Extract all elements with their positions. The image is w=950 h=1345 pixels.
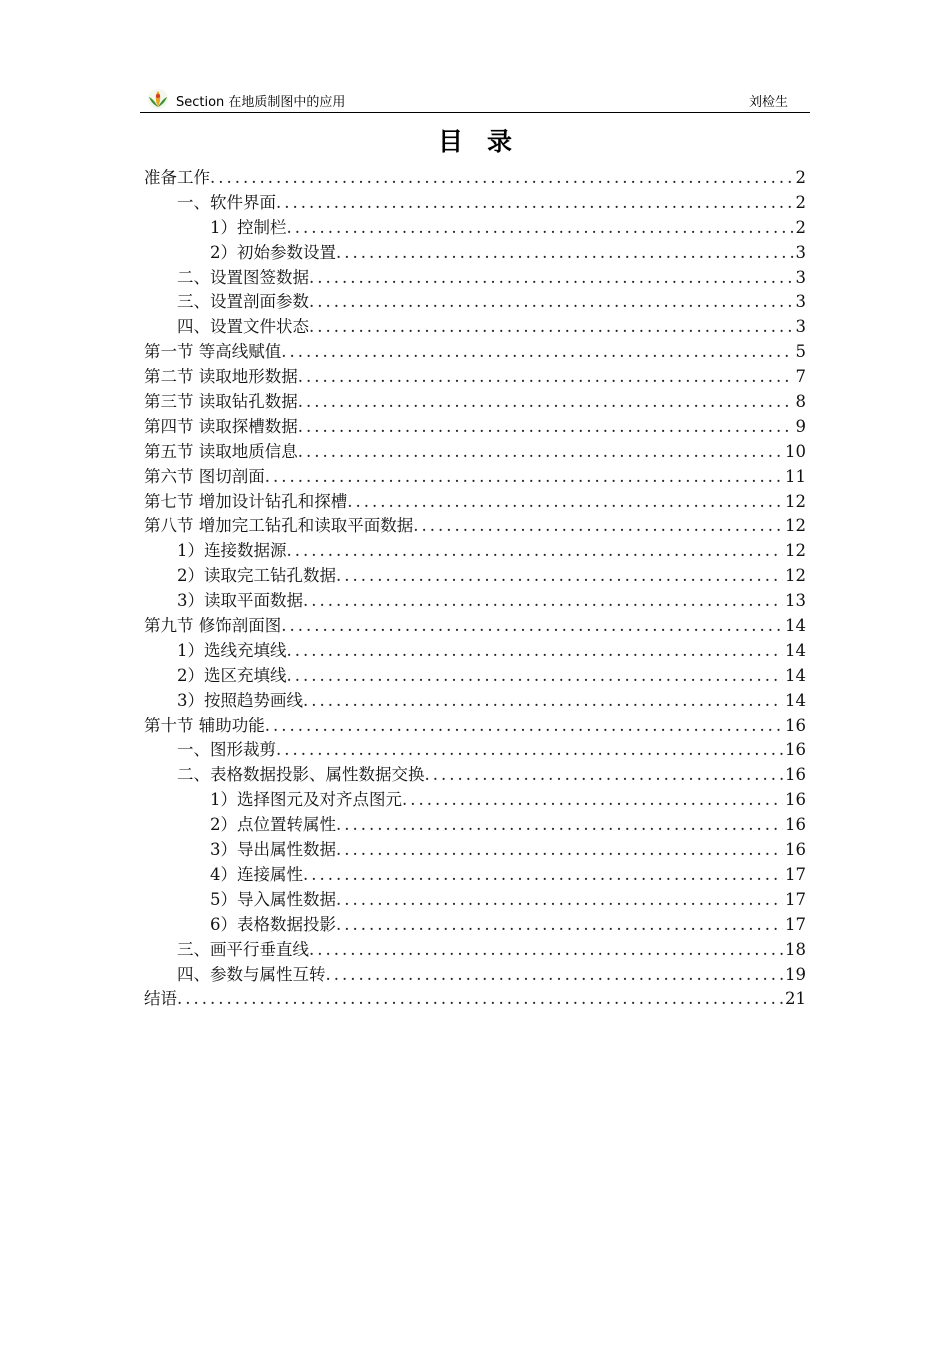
toc-entry[interactable] bbox=[144, 264, 806, 289]
toc-dot-leader bbox=[287, 541, 784, 560]
toc-entry-label: 第三节 读取钻孔数据 bbox=[144, 392, 298, 412]
toc-entry[interactable] bbox=[144, 164, 806, 189]
toc-entry[interactable] bbox=[144, 512, 806, 537]
toc-entry-page: 3 bbox=[795, 292, 806, 312]
toc-entry[interactable] bbox=[144, 936, 806, 961]
toc-entry[interactable] bbox=[144, 786, 806, 811]
toc-entry[interactable] bbox=[144, 363, 806, 388]
toc-entry[interactable] bbox=[144, 712, 806, 737]
toc-entry-label: 2）读取完工钻孔数据 bbox=[177, 566, 336, 586]
toc-entry[interactable] bbox=[144, 911, 806, 936]
toc-dot-leader bbox=[347, 492, 783, 511]
toc-entry-page: 16 bbox=[785, 790, 806, 810]
toc-entry-page: 3 bbox=[795, 242, 806, 262]
toc-entry-page: 17 bbox=[785, 864, 806, 884]
header-author: 刘检生 bbox=[748, 95, 788, 110]
toc-entry-page: 12 bbox=[785, 541, 806, 561]
toc-entry-page: 7 bbox=[795, 367, 806, 387]
toc-dot-leader bbox=[276, 193, 794, 212]
toc-title: 目录 bbox=[437, 127, 536, 156]
toc-entry-page: 3 bbox=[795, 317, 806, 337]
toc-entry-page: 16 bbox=[785, 840, 806, 860]
toc-entry[interactable] bbox=[144, 338, 806, 363]
toc-entry-label: 第七节 增加设计钻孔和探槽 bbox=[144, 491, 348, 511]
toc-entry-label: 一、软件界面 bbox=[177, 192, 276, 212]
toc-entry[interactable] bbox=[144, 488, 806, 513]
toc-dot-leader bbox=[276, 740, 783, 759]
toc-entry[interactable] bbox=[144, 687, 806, 712]
toc-entry-page: 14 bbox=[785, 616, 806, 636]
toc-dot-leader bbox=[309, 292, 794, 311]
toc-dot-leader bbox=[336, 243, 794, 262]
toc-dot-leader bbox=[413, 516, 783, 535]
toc-entry-label: 4）连接属性 bbox=[210, 864, 303, 884]
toc-entry-label: 6）表格数据投影 bbox=[210, 914, 336, 934]
toc-entry-page: 13 bbox=[785, 591, 806, 611]
header-title: Section 在地质制图中的应用 bbox=[176, 95, 346, 110]
toc-dot-leader bbox=[298, 392, 794, 411]
toc-entry-label: 2）选区充填线 bbox=[177, 665, 287, 685]
toc-entry-label: 1）选择图元及对齐点图元 bbox=[210, 790, 402, 810]
toc-entry-label: 1）选线充填线 bbox=[177, 640, 287, 660]
toc-entry[interactable] bbox=[144, 736, 806, 761]
toc-entry-label: 1）控制栏 bbox=[210, 217, 287, 237]
toc-entry-label: 3）按照趋势画线 bbox=[177, 690, 303, 710]
toc-entry-page: 16 bbox=[785, 815, 806, 835]
toc-entry-label: 2）初始参数设置 bbox=[210, 242, 336, 262]
toc-entry[interactable] bbox=[144, 985, 806, 1010]
toc-entry-page: 11 bbox=[785, 466, 806, 486]
toc-entry[interactable] bbox=[144, 189, 806, 214]
toc-entry-page: 3 bbox=[795, 267, 806, 287]
toc-entry-label: 四、设置文件状态 bbox=[177, 317, 309, 337]
toc-entry-label: 结语 bbox=[144, 989, 177, 1009]
toc-entry-page: 21 bbox=[785, 989, 806, 1009]
toc-entry-label: 第八节 增加完工钻孔和读取平面数据 bbox=[144, 516, 414, 536]
toc-entry-label: 3）读取平面数据 bbox=[177, 591, 303, 611]
toc-entry[interactable] bbox=[144, 587, 806, 612]
toc-entry-label: 3）导出属性数据 bbox=[210, 840, 336, 860]
toc-entry[interactable] bbox=[144, 836, 806, 861]
toc-entry[interactable] bbox=[144, 463, 806, 488]
toc-entry[interactable] bbox=[144, 537, 806, 562]
toc-entry-page: 14 bbox=[785, 640, 806, 660]
toc-dot-leader bbox=[210, 168, 794, 187]
toc-entry[interactable] bbox=[144, 961, 806, 986]
toc-dot-leader bbox=[265, 716, 783, 735]
toc-entry-label: 三、设置剖面参数 bbox=[177, 292, 309, 312]
toc-dot-leader bbox=[402, 790, 783, 809]
toc-entry[interactable] bbox=[144, 239, 806, 264]
toc-entry-label: 准备工作 bbox=[144, 168, 210, 187]
toc-entry-label: 第六节 图切剖面 bbox=[144, 466, 265, 486]
toc-entry-page: 2 bbox=[795, 192, 806, 212]
toc-dot-leader bbox=[303, 865, 783, 884]
toc-entry[interactable] bbox=[144, 861, 806, 886]
toc-entry-label: 第五节 读取地质信息 bbox=[144, 441, 298, 461]
toc-entry[interactable] bbox=[144, 413, 806, 438]
table-of-contents bbox=[144, 164, 806, 1010]
toc-dot-leader bbox=[298, 367, 794, 386]
toc-entry-page: 17 bbox=[785, 889, 806, 909]
toc-entry-label: 第四节 读取探槽数据 bbox=[144, 416, 298, 436]
toc-dot-leader bbox=[265, 467, 783, 486]
toc-entry-label: 二、表格数据投影、属性数据交换 bbox=[177, 765, 425, 785]
toc-entry-page: 10 bbox=[785, 441, 806, 461]
toc-dot-leader bbox=[303, 691, 783, 710]
toc-dot-leader bbox=[309, 268, 794, 287]
toc-entry-label: 四、参数与属性互转 bbox=[177, 964, 326, 984]
toc-dot-leader bbox=[298, 442, 783, 461]
toc-entry[interactable] bbox=[144, 214, 806, 239]
toc-dot-leader bbox=[309, 317, 794, 336]
toc-entry-label: 2）点位置转属性 bbox=[210, 815, 336, 835]
toc-entry-page: 14 bbox=[785, 665, 806, 685]
toc-entry[interactable] bbox=[144, 388, 806, 413]
toc-dot-leader bbox=[309, 940, 783, 959]
toc-entry-label: 1）连接数据源 bbox=[177, 541, 287, 561]
toc-entry-page: 2 bbox=[795, 217, 806, 237]
toc-dot-leader bbox=[287, 666, 784, 685]
toc-entry-page: 8 bbox=[795, 392, 806, 412]
toc-entry-page: 12 bbox=[785, 516, 806, 536]
toc-entry-label: 第二节 读取地形数据 bbox=[144, 367, 298, 387]
toc-entry-page: 18 bbox=[785, 939, 806, 959]
toc-dot-leader bbox=[177, 989, 783, 1008]
toc-entry[interactable] bbox=[144, 637, 806, 662]
toc-dot-leader bbox=[281, 616, 783, 635]
toc-dot-leader bbox=[298, 417, 794, 436]
toc-entry[interactable] bbox=[144, 761, 806, 786]
toc-entry-page: 5 bbox=[795, 342, 806, 362]
toc-dot-leader bbox=[287, 218, 794, 237]
toc-dot-leader bbox=[425, 765, 784, 784]
toc-dot-leader bbox=[326, 965, 784, 984]
toc-entry-page: 17 bbox=[785, 914, 806, 934]
toc-entry-page: 16 bbox=[785, 740, 806, 760]
leaf-emblem-logo-icon bbox=[146, 88, 170, 110]
toc-entry[interactable] bbox=[144, 886, 806, 911]
toc-entry[interactable] bbox=[144, 313, 806, 338]
toc-entry-page: 16 bbox=[785, 715, 806, 735]
toc-entry-label: 二、设置图签数据 bbox=[177, 267, 309, 287]
toc-dot-leader bbox=[336, 890, 783, 909]
toc-dot-leader bbox=[303, 591, 783, 610]
toc-entry-label: 5）导入属性数据 bbox=[210, 889, 336, 909]
toc-entry[interactable] bbox=[144, 662, 806, 687]
toc-entry[interactable] bbox=[144, 562, 806, 587]
toc-entry-label: 三、画平行垂直线 bbox=[177, 939, 309, 959]
toc-dot-leader bbox=[281, 342, 793, 361]
page-header bbox=[140, 86, 810, 113]
toc-entry-label: 第一节 等高线赋值 bbox=[144, 342, 282, 362]
toc-dot-leader bbox=[287, 641, 784, 660]
toc-entry-page: 19 bbox=[785, 964, 806, 984]
toc-entry-label: 第十节 辅助功能 bbox=[144, 715, 265, 735]
toc-entry-page: 9 bbox=[795, 416, 806, 436]
toc-entry[interactable] bbox=[144, 811, 806, 836]
toc-entry-page: 14 bbox=[785, 690, 806, 710]
toc-entry-label: 第九节 修饰剖面图 bbox=[144, 616, 282, 636]
toc-dot-leader bbox=[336, 566, 783, 585]
toc-entry[interactable] bbox=[144, 438, 806, 463]
toc-entry-page: 16 bbox=[785, 765, 806, 785]
toc-entry-page: 2 bbox=[795, 168, 806, 187]
toc-entry[interactable] bbox=[144, 612, 806, 637]
toc-dot-leader bbox=[336, 840, 783, 859]
toc-entry[interactable] bbox=[144, 288, 806, 313]
toc-entry-page: 12 bbox=[785, 566, 806, 586]
toc-dot-leader bbox=[336, 815, 783, 834]
toc-entry-label: 一、图形裁剪 bbox=[177, 740, 276, 760]
toc-dot-leader bbox=[336, 915, 783, 934]
toc-entry-page: 12 bbox=[785, 491, 806, 511]
